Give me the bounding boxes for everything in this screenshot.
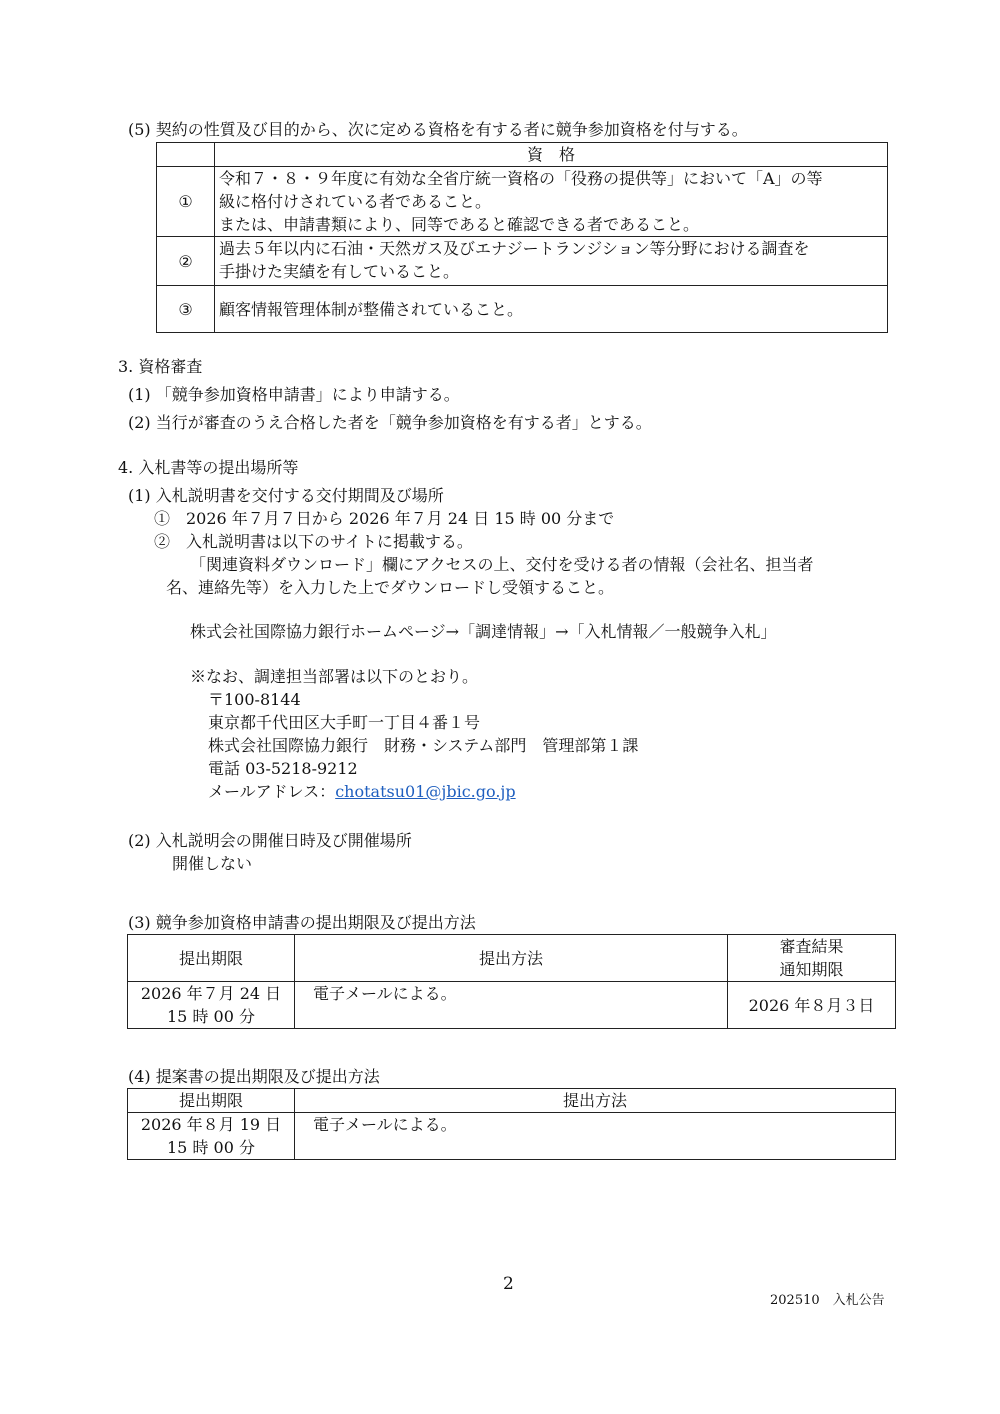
distribution-period: ① 2026 年７月７日から 2026 年７月 24 日 15 時 00 分まで bbox=[154, 509, 615, 528]
briefing-status: 開催しない bbox=[172, 854, 253, 873]
distribution-site: ② 入札説明書は以下のサイトに掲載する。 bbox=[154, 532, 473, 551]
table-header-row bbox=[128, 1089, 896, 1113]
table-row bbox=[128, 982, 896, 1029]
notice-cell: 2026 年８月３日 bbox=[728, 982, 896, 1029]
postal-code: 〒100-8144 bbox=[208, 690, 301, 709]
email-link[interactable]: chotatsu01@jbic.go.jp bbox=[335, 782, 516, 801]
download-instructions-line1: 「関連資料ダウンロード」欄にアクセスの上、交付を受ける者の情報（会社名、担当者 bbox=[190, 555, 814, 574]
col-notice-header bbox=[728, 935, 896, 982]
qualification-table bbox=[156, 142, 888, 333]
method-cell: 電子メールによる。 bbox=[295, 1113, 896, 1160]
deadline-cell bbox=[128, 982, 295, 1029]
qualification-text bbox=[215, 237, 888, 286]
qualification-row bbox=[157, 286, 888, 333]
deadline-time: 15 時 00 分 bbox=[167, 1007, 255, 1026]
section3-item: (1) 「競争参加資格申請書」により申請する。 bbox=[128, 385, 460, 404]
col-method-header: 提出方法 bbox=[295, 935, 728, 982]
header-blank-cell bbox=[157, 143, 215, 167]
qualification-text bbox=[215, 286, 888, 333]
text-line: 手掛けた実績を有していること。 bbox=[219, 262, 460, 281]
deadline-date: 2026 年７月 24 日 bbox=[140, 984, 282, 1003]
header-line: 審査結果 bbox=[779, 937, 844, 956]
text-line: または、申請書類により、同等であると確認できる者であること。 bbox=[219, 215, 700, 234]
text-line: 過去５年以内に石油・天然ガス及びエナジートランジション等分野における調査を bbox=[219, 239, 810, 258]
download-instructions-line2: 名、連絡先等）を入力した上でダウンロードし受領すること。 bbox=[166, 578, 615, 597]
text-line: 級に格付けされている者であること。 bbox=[219, 192, 492, 211]
qualification-text bbox=[215, 167, 888, 237]
section4-heading: 4. 入札書等の提出場所等 bbox=[118, 458, 299, 477]
department: 株式会社国際協力銀行 財務・システム部門 管理部第１課 bbox=[208, 736, 639, 755]
qualification-header: 資 格 bbox=[215, 143, 888, 167]
deadline-time: 15 時 00 分 bbox=[167, 1138, 255, 1157]
email-line bbox=[208, 780, 516, 803]
qualification-header-row bbox=[157, 143, 888, 167]
method-cell: 電子メールによる。 bbox=[295, 982, 728, 1029]
col-deadline-header: 提出期限 bbox=[128, 1089, 295, 1113]
table-row bbox=[128, 1113, 896, 1160]
section3-item: (2) 当行が審査のうえ合格した者を「競争参加資格を有する者」とする。 bbox=[128, 413, 652, 432]
section5-heading: (5) 契約の性質及び目的から、次に定める資格を有する者に競争参加資格を付与する。 bbox=[128, 120, 748, 139]
table-header-row bbox=[128, 935, 896, 982]
website-path: 株式会社国際協力銀行ホームページ→「調達情報」→「入札情報／一般競争入札」 bbox=[190, 622, 777, 641]
deadline-cell bbox=[128, 1113, 295, 1160]
qualification-row bbox=[157, 237, 888, 286]
col-deadline-header: 提出期限 bbox=[128, 935, 295, 982]
header-line: 通知期限 bbox=[779, 960, 844, 979]
section4-3-heading: (3) 競争参加資格申請書の提出期限及び提出方法 bbox=[128, 913, 476, 932]
deadline-date: 2026 年８月 19 日 bbox=[140, 1115, 282, 1134]
text-line: 顧客情報管理体制が整備されていること。 bbox=[219, 299, 524, 319]
email-label: メールアドレス： bbox=[208, 782, 336, 801]
phone-number: 電話 03-5218-9212 bbox=[208, 759, 358, 778]
row-number: ② bbox=[157, 237, 215, 286]
section4-4-heading: (4) 提案書の提出期限及び提出方法 bbox=[128, 1067, 380, 1086]
section3-heading: 3. 資格審査 bbox=[118, 357, 203, 376]
text-line: 令和７・８・９年度に有効な全省庁統一資格の「役務の提供等」において「A」の等 bbox=[219, 169, 823, 188]
row-number: ③ bbox=[157, 286, 215, 333]
document-code: 202510 入札公告 bbox=[770, 1293, 885, 1308]
proposal-deadline-table bbox=[127, 1088, 896, 1160]
col-method-header: 提出方法 bbox=[295, 1089, 896, 1113]
qualification-row bbox=[157, 167, 888, 237]
application-deadline-table bbox=[127, 934, 896, 1029]
section4-2-heading: (2) 入札説明会の開催日時及び開催場所 bbox=[128, 831, 412, 850]
contact-note: ※なお、調達担当部署は以下のとおり。 bbox=[190, 667, 479, 686]
address: 東京都千代田区大手町一丁目４番１号 bbox=[208, 713, 481, 732]
row-number: ① bbox=[157, 167, 215, 237]
page-number: 2 bbox=[503, 1274, 514, 1294]
section4-1-heading: (1) 入札説明書を交付する交付期間及び場所 bbox=[128, 486, 444, 505]
